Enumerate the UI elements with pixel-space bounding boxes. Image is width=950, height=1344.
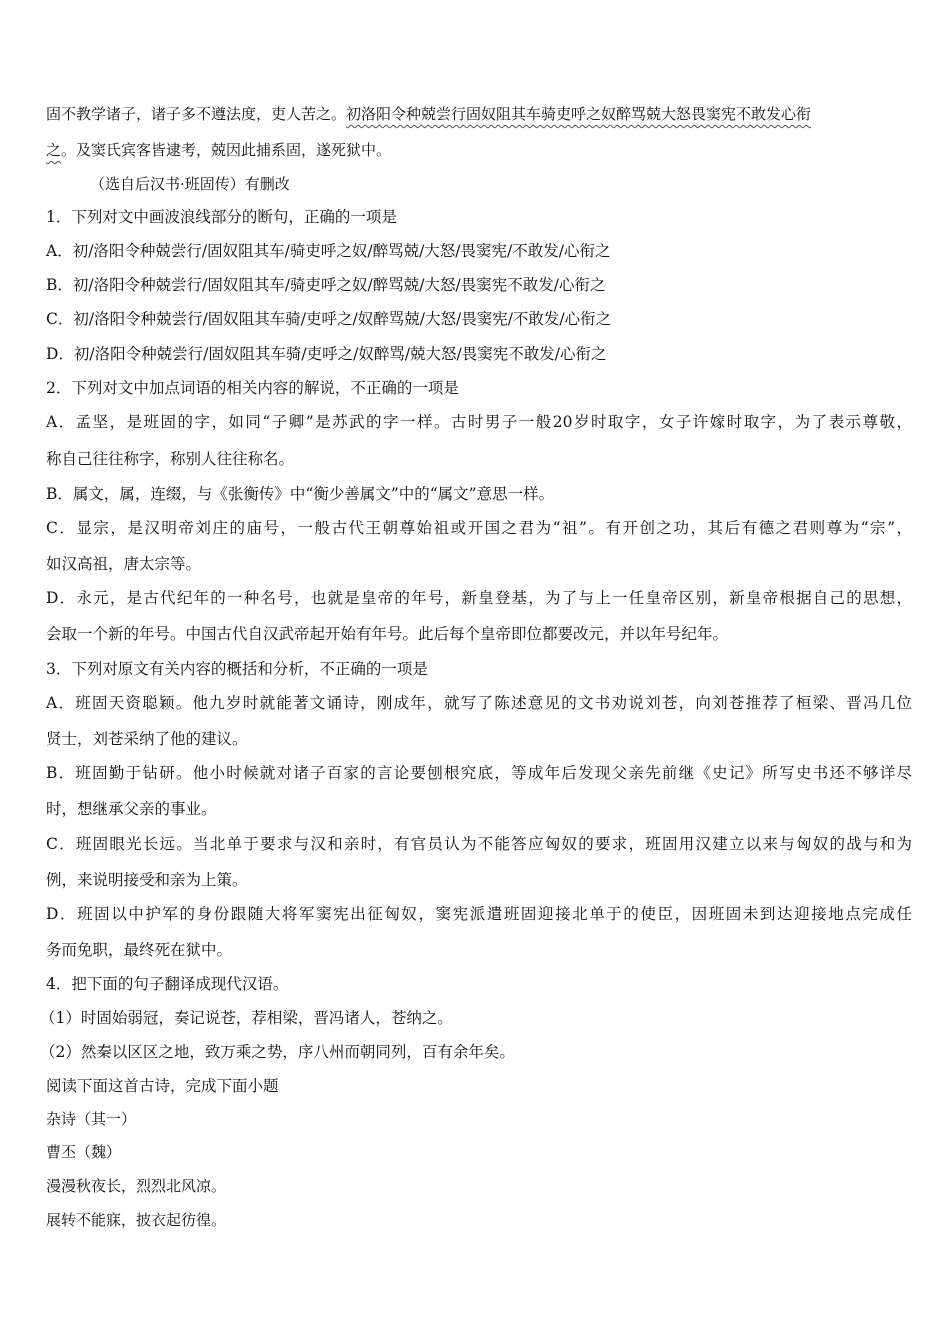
question-1-option-c: C．初/洛阳令种兢尝行/固奴阻其车骑/吏呼之/奴醉骂兢/大怒/畏窦宪/不敢发/心衔之 bbox=[46, 310, 612, 328]
question-2-stem: 2．下列对文中加点词语的相关内容的解说，不正确的一项是 bbox=[46, 379, 459, 397]
question-3-option-a: A．班固天资聪颖。他九岁时就能著文诵诗，刚成年，就写了陈述意见的文书劝说刘苍，向刘苍推荐了桓梁、晋冯几位 bbox=[46, 694, 912, 712]
question-3-option-c-cont: 例，来说明接受和亲为上策。 bbox=[46, 871, 248, 889]
question-1-option-d: D．初/洛阳令种兢尝行/固奴阻其车骑/吏呼之/奴醉骂/兢大怒/畏窦宪不敢发/心衔之 bbox=[46, 345, 607, 363]
question-2-option-d-cont: 会取一个新的年号。中国古代自汉武帝起开始有年号。此后每个皇帝即位都要改元，并以年号纪年。 bbox=[46, 625, 729, 643]
question-1-option-b: B．初/洛阳令种兢尝行/固奴阻其车/骑吏呼之奴/醉骂兢/大怒/畏窦宪不敢发/心衔之 bbox=[46, 276, 606, 294]
question-3-option-d-cont: 务而免职，最终死在狱中。 bbox=[46, 941, 233, 959]
passage-source: （选自后汉书·班固传）有删改 bbox=[90, 175, 290, 193]
question-2-option-c-cont: 如汉高祖，唐太宗等。 bbox=[46, 555, 202, 573]
poem-instruction: 阅读下面这首古诗，完成下面小题 bbox=[46, 1077, 279, 1095]
passage-line-2 bbox=[46, 140, 391, 160]
passage-text: 固不教学诸子，诸子多不遵法度，吏人苦之。 bbox=[46, 105, 347, 123]
question-3-option-b: B．班固勤于钻研。他小时候就对诸子百家的言论要刨根究底，等成年后发现父亲先前继《史记》所写史书还不够详尽 bbox=[46, 764, 912, 782]
question-1-option-a: A．初/洛阳令种兢尝行/固奴阻其车/骑吏呼之奴/醉骂兢/大怒/畏窦宪/不敢发/心衔之 bbox=[46, 242, 611, 260]
question-2-option-b: B．属文，属，连缀，与《张衡传》中“衡少善属文”中的“属文”意思一样。 bbox=[46, 485, 555, 503]
passage-text: 。及窦氏宾客皆逮考，兢因此捕系固，遂死狱中。 bbox=[61, 141, 392, 159]
wavy-underlined-text: 之 bbox=[46, 141, 62, 159]
question-3-stem: 3．下列对原文有关内容的概括和分析，不正确的一项是 bbox=[46, 660, 428, 678]
question-3-option-a-cont: 贤士，刘苍采纳了他的建议。 bbox=[46, 730, 248, 748]
question-2-option-a-cont: 称自己往往称字，称别人往往称名。 bbox=[46, 450, 295, 468]
question-4-stem: 4．把下面的句子翻译成现代汉语。 bbox=[46, 975, 289, 993]
question-2-option-a: A．孟坚，是班固的字，如同“子卿”是苏武的字一样。古时男子一般20岁时取字，女子许嫁时取字，为了表示尊敬， bbox=[46, 413, 912, 431]
question-3-option-c: C．班固眼光长远。当北单于要求与汉和亲时，有官员认为不能答应匈奴的要求，班固用汉建立以来与匈奴的战与和为 bbox=[46, 835, 912, 853]
question-2-option-c: C．显宗，是汉明帝刘庄的庙号，一般古代王朝尊始祖或开国之君为“祖”。有开创之功，其后有德之君则尊为“宗”， bbox=[46, 519, 912, 537]
poem-line-1: 漫漫秋夜长，烈烈北风凉。 bbox=[46, 1177, 227, 1195]
question-3-option-d: D．班固以中护军的身份跟随大将军窦宪出征匈奴，窦宪派遣班固迎接北单于的使臣，因班固未到达迎接地点完成任 bbox=[46, 905, 912, 923]
question-3-option-b-cont: 时，想继承父亲的事业。 bbox=[46, 800, 217, 818]
poem-title: 杂诗（其一） bbox=[46, 1110, 137, 1128]
question-4-item-1: （1）时固始弱冠，奏记说苍，荐相梁，晋冯诸人，苍纳之。 bbox=[40, 1009, 453, 1027]
poem-line-2: 展转不能寐，披衣起彷徨。 bbox=[46, 1211, 227, 1229]
question-1-stem: 1．下列对文中画波浪线部分的断句，正确的一项是 bbox=[46, 208, 397, 226]
wavy-underlined-text: 初洛阳令种兢尝行固奴阻其车骑吏呼之奴醉骂兢大怒畏窦宪不敢发心衔 bbox=[346, 105, 812, 123]
question-2-option-d: D．永元，是古代纪年的一种名号，也就是皇帝的年号，新皇登基，为了与上一任皇帝区别，新皇帝根据自己的思想， bbox=[46, 589, 912, 607]
passage-line-1 bbox=[46, 104, 811, 124]
poem-author: 曹丕（魏） bbox=[46, 1143, 122, 1161]
question-4-item-2: （2）然秦以区区之地，致万乘之势，序八州而朝同列，百有余年矣。 bbox=[40, 1043, 515, 1061]
